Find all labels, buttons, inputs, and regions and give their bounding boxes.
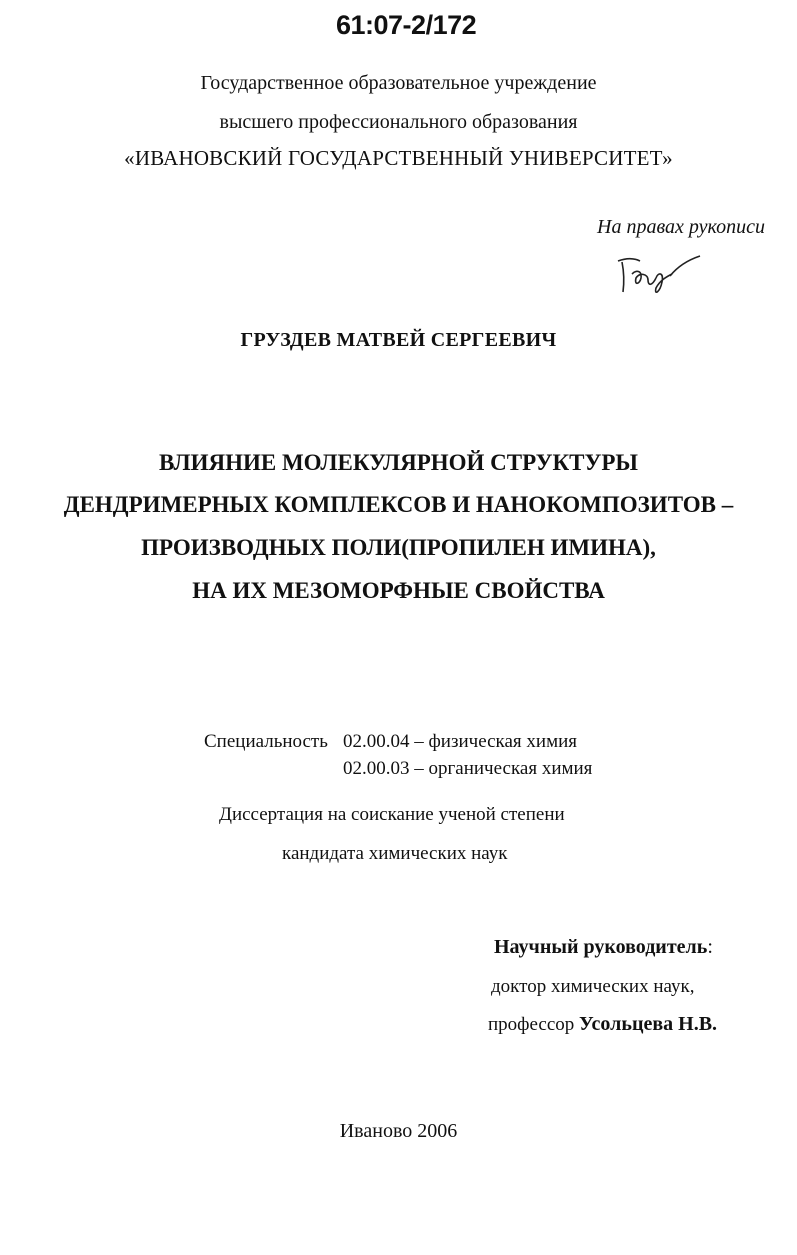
author-name: ГРУЗДЕВ МАТВЕЙ СЕРГЕЕВИЧ — [240, 329, 557, 351]
supervisor-label-text: Научный руководитель — [494, 936, 708, 958]
dissertation-title-line-2: ДЕНДРИМЕРНЫХ КОМПЛЕКСОВ И НАНОКОМПОЗИТОВ – — [63, 492, 734, 517]
specialty-label: Специальность — [204, 731, 328, 752]
dissertation-title-line-1: ВЛИЯНИЕ МОЛЕКУЛЯРНОЙ СТРУКТУРЫ — [158, 450, 639, 475]
supervisor-degree: доктор химических наук, — [491, 976, 695, 997]
supervisor-label — [494, 936, 713, 959]
dissertation-title-line-4: НА ИХ МЕЗОМОРФНЫЕ СВОЙСТВА — [192, 578, 605, 603]
institution-line-1: Государственное образовательное учреждение — [200, 72, 597, 94]
institution-line-2: высшего профессионального образования — [219, 111, 578, 133]
institution-line-3: «ИВАНОВСКИЙ ГОСУДАРСТВЕННЫЙ УНИВЕРСИТЕТ» — [124, 146, 673, 170]
supervisor-label-colon: : — [707, 936, 713, 958]
degree-line-1: Диссертация на соискание ученой степени — [219, 804, 565, 825]
manuscript-rights: На правах рукописи — [597, 216, 765, 238]
supervisor-name: Усольцева Н.В. — [579, 1013, 718, 1035]
supervisor-rank-name — [488, 1012, 717, 1037]
specialty-code-2: 02.00.03 – органическая химия — [343, 758, 593, 779]
dissertation-title-line-3: ПРОИЗВОДНЫХ ПОЛИ(ПРОПИЛЕН ИМИНА), — [141, 535, 656, 560]
city-year: Иваново 2006 — [339, 1120, 458, 1142]
archive-code: 61:07-2/172 — [336, 10, 477, 40]
handwritten-signature — [614, 252, 704, 300]
specialty-code-1: 02.00.04 – физическая химия — [343, 731, 578, 752]
supervisor-rank: профессор — [488, 1014, 575, 1035]
degree-line-2: кандидата химических наук — [282, 843, 508, 864]
